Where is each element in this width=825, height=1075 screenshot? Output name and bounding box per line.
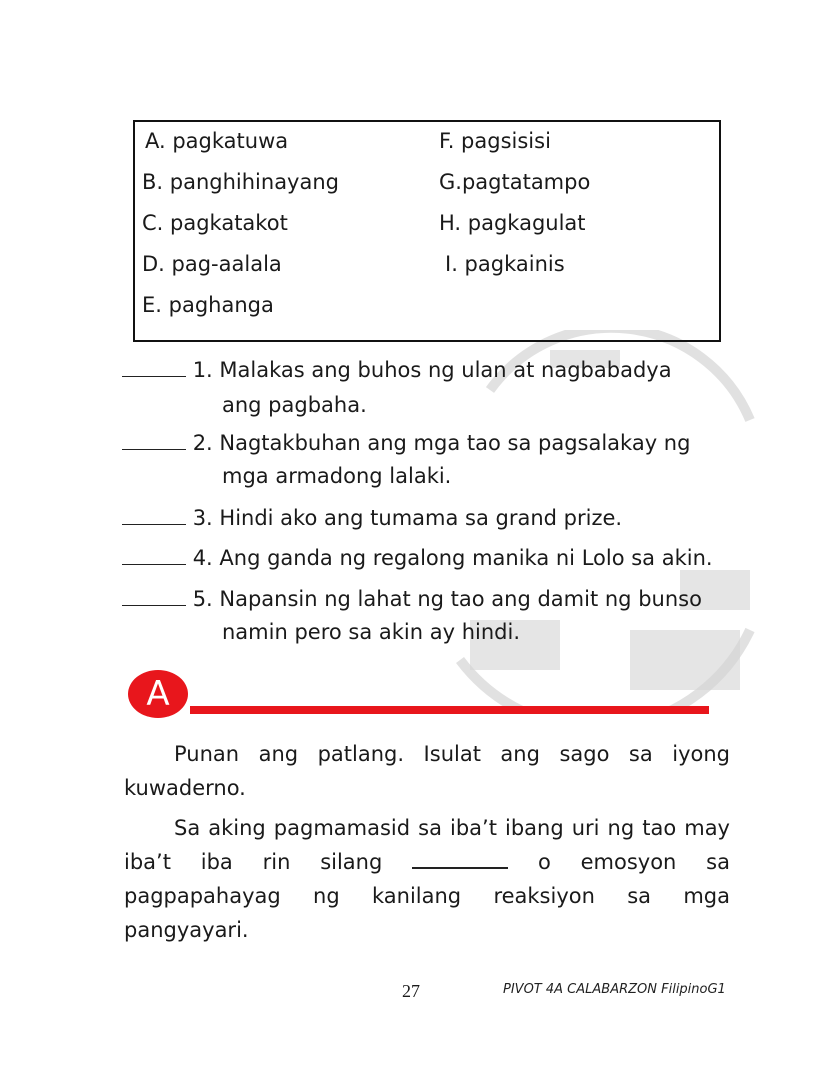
item-4: 4. Ang ganda ng regalong manika ni Lolo sa akin. xyxy=(122,546,713,570)
choice-f: F. pagsisisi xyxy=(439,129,551,153)
choice-h: H. pagkagulat xyxy=(439,211,586,235)
item-2-cont: mga armadong lalaki. xyxy=(222,464,452,488)
answer-blank[interactable] xyxy=(122,358,186,377)
choice-i: I. pagkainis xyxy=(445,252,565,276)
item-5-cont: namin pero sa akin ay hindi. xyxy=(222,620,520,644)
fill-in-blank[interactable] xyxy=(412,847,508,869)
choices-box xyxy=(133,120,721,342)
page-number: 27 xyxy=(402,981,420,1001)
footer-source: PIVOT 4A CALABARZON FilipinoG1 xyxy=(503,982,726,997)
choice-d: D. pag-aalala xyxy=(142,252,282,276)
item-5: 5. Napansin ng lahat ng tao ang damit ng bunso xyxy=(122,587,702,611)
choice-e: E. paghanga xyxy=(142,293,274,317)
item-1-cont: ang pagbaha. xyxy=(222,393,367,417)
item-3: 3. Hindi ako ang tumama sa grand prize. xyxy=(122,506,622,530)
section-badge: A xyxy=(128,670,188,718)
choice-g: G.pagtatampo xyxy=(439,170,591,194)
answer-blank[interactable] xyxy=(122,506,186,525)
answer-blank[interactable] xyxy=(122,546,186,565)
item-2: 2. Nagtakbuhan ang mga tao sa pagsalakay ng xyxy=(122,431,690,455)
choice-a: A. pagkatuwa xyxy=(145,129,289,153)
answer-blank[interactable] xyxy=(122,431,186,450)
choice-c: C. pagkatakot xyxy=(142,211,288,235)
fill-paragraph: Sa aking pagmamasid sa iba’t ibang uri ng tao may iba’t iba rin silang o emosyon sa pagpapahayag ng kanilang reaksiyon sa mga pangyayari. xyxy=(124,816,730,942)
answer-blank[interactable] xyxy=(122,587,186,606)
choice-b: B. panghihinayang xyxy=(142,170,339,194)
instructions: Punan ang patlang. Isulat ang sago sa iyong kuwaderno. xyxy=(124,742,730,800)
section-divider xyxy=(190,706,709,714)
item-1: 1. Malakas ang buhos ng ulan at nagbabadya xyxy=(122,358,672,382)
